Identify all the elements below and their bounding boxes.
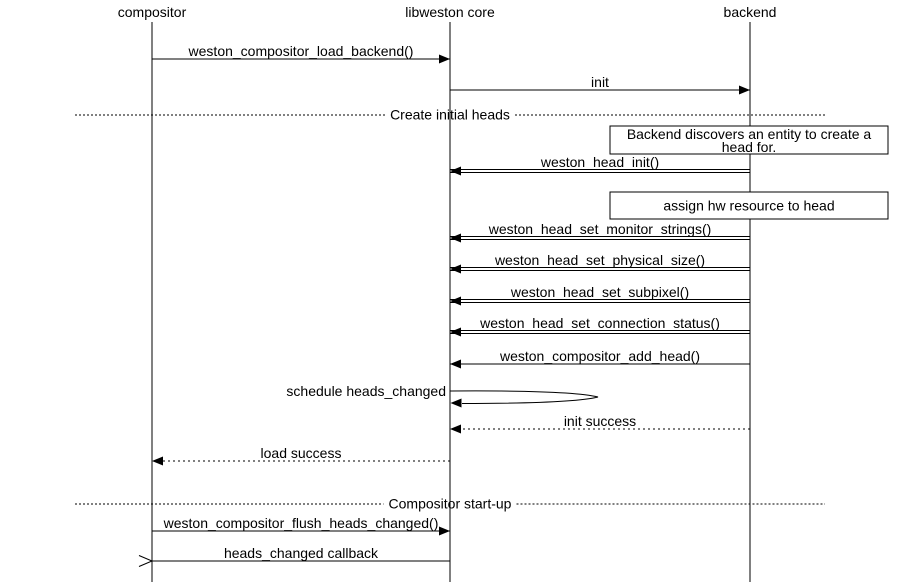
- divider-create-initial-heads: [75, 107, 825, 123]
- message-label: init success: [563, 413, 637, 429]
- self-message-schedule-heads-changed: [286, 383, 598, 408]
- message-init: [450, 74, 750, 95]
- message-head-init: [450, 154, 750, 176]
- message-arrowhead-filled: [450, 328, 461, 337]
- participant-label-libweston-core: libweston core: [405, 4, 495, 20]
- self-message-label: schedule heads_changed: [286, 383, 446, 399]
- message-label: weston_head_init(): [540, 154, 660, 170]
- divider-compositor-start-up: [75, 496, 825, 512]
- note-text-line: head for.: [721, 139, 777, 155]
- message-arrowhead-open: [139, 556, 152, 567]
- message-label: weston_compositor_load_backend(): [188, 43, 414, 59]
- note-text-line: assign hw resource to head: [663, 197, 835, 214]
- message-init-success: [450, 413, 750, 434]
- participant-label-backend: backend: [723, 4, 777, 20]
- message-label: weston_head_set_physical_size(): [494, 252, 706, 268]
- note-backend-discovers: [610, 126, 888, 155]
- message-arrowhead-filled: [439, 55, 450, 64]
- note-assign-hw: [610, 192, 888, 219]
- message-arrowhead-filled: [152, 457, 163, 466]
- message-flush-heads-changed: [152, 515, 450, 536]
- message-arrowhead-filled: [450, 234, 461, 243]
- message-label: weston_compositor_flush_heads_changed(): [163, 515, 439, 531]
- message-label: weston_head_set_connection_status(): [480, 315, 720, 331]
- message-label: weston_compositor_add_head(): [499, 348, 701, 364]
- self-message-loop: [450, 391, 598, 404]
- message-load-success: [152, 445, 450, 466]
- message-head-set-subpixel: [450, 284, 750, 306]
- message-head-set-connection-status: [450, 315, 750, 337]
- message-label: weston_head_set_monitor_strings(): [488, 221, 712, 237]
- message-label: heads_changed callback: [223, 545, 379, 561]
- message-arrowhead-filled: [439, 527, 450, 536]
- message-arrowhead-filled: [450, 297, 461, 306]
- message-arrowhead-filled: [450, 265, 461, 274]
- message-label: init: [591, 74, 609, 90]
- message-compositor-add-head: [450, 348, 750, 369]
- message-arrowhead-filled: [450, 425, 461, 434]
- message-arrowhead-filled: [451, 399, 462, 408]
- message-arrowhead-filled: [450, 167, 461, 176]
- message-head-set-physical-size: [450, 252, 750, 274]
- message-arrowhead-filled: [450, 360, 461, 369]
- message-heads-changed-callback: [139, 545, 450, 567]
- note-text-line: Backend discovers an entity to create a: [626, 126, 872, 142]
- message-arrowhead-filled: [739, 86, 750, 95]
- divider-label: Create initial heads: [390, 106, 510, 123]
- message-head-set-monitor-strings: [450, 221, 750, 243]
- message-label: load success: [260, 445, 342, 461]
- participant-label-compositor: compositor: [117, 4, 187, 20]
- message-label: weston_head_set_subpixel(): [510, 284, 690, 300]
- message-load-backend: [152, 43, 450, 64]
- divider-label: Compositor start-up: [388, 495, 512, 512]
